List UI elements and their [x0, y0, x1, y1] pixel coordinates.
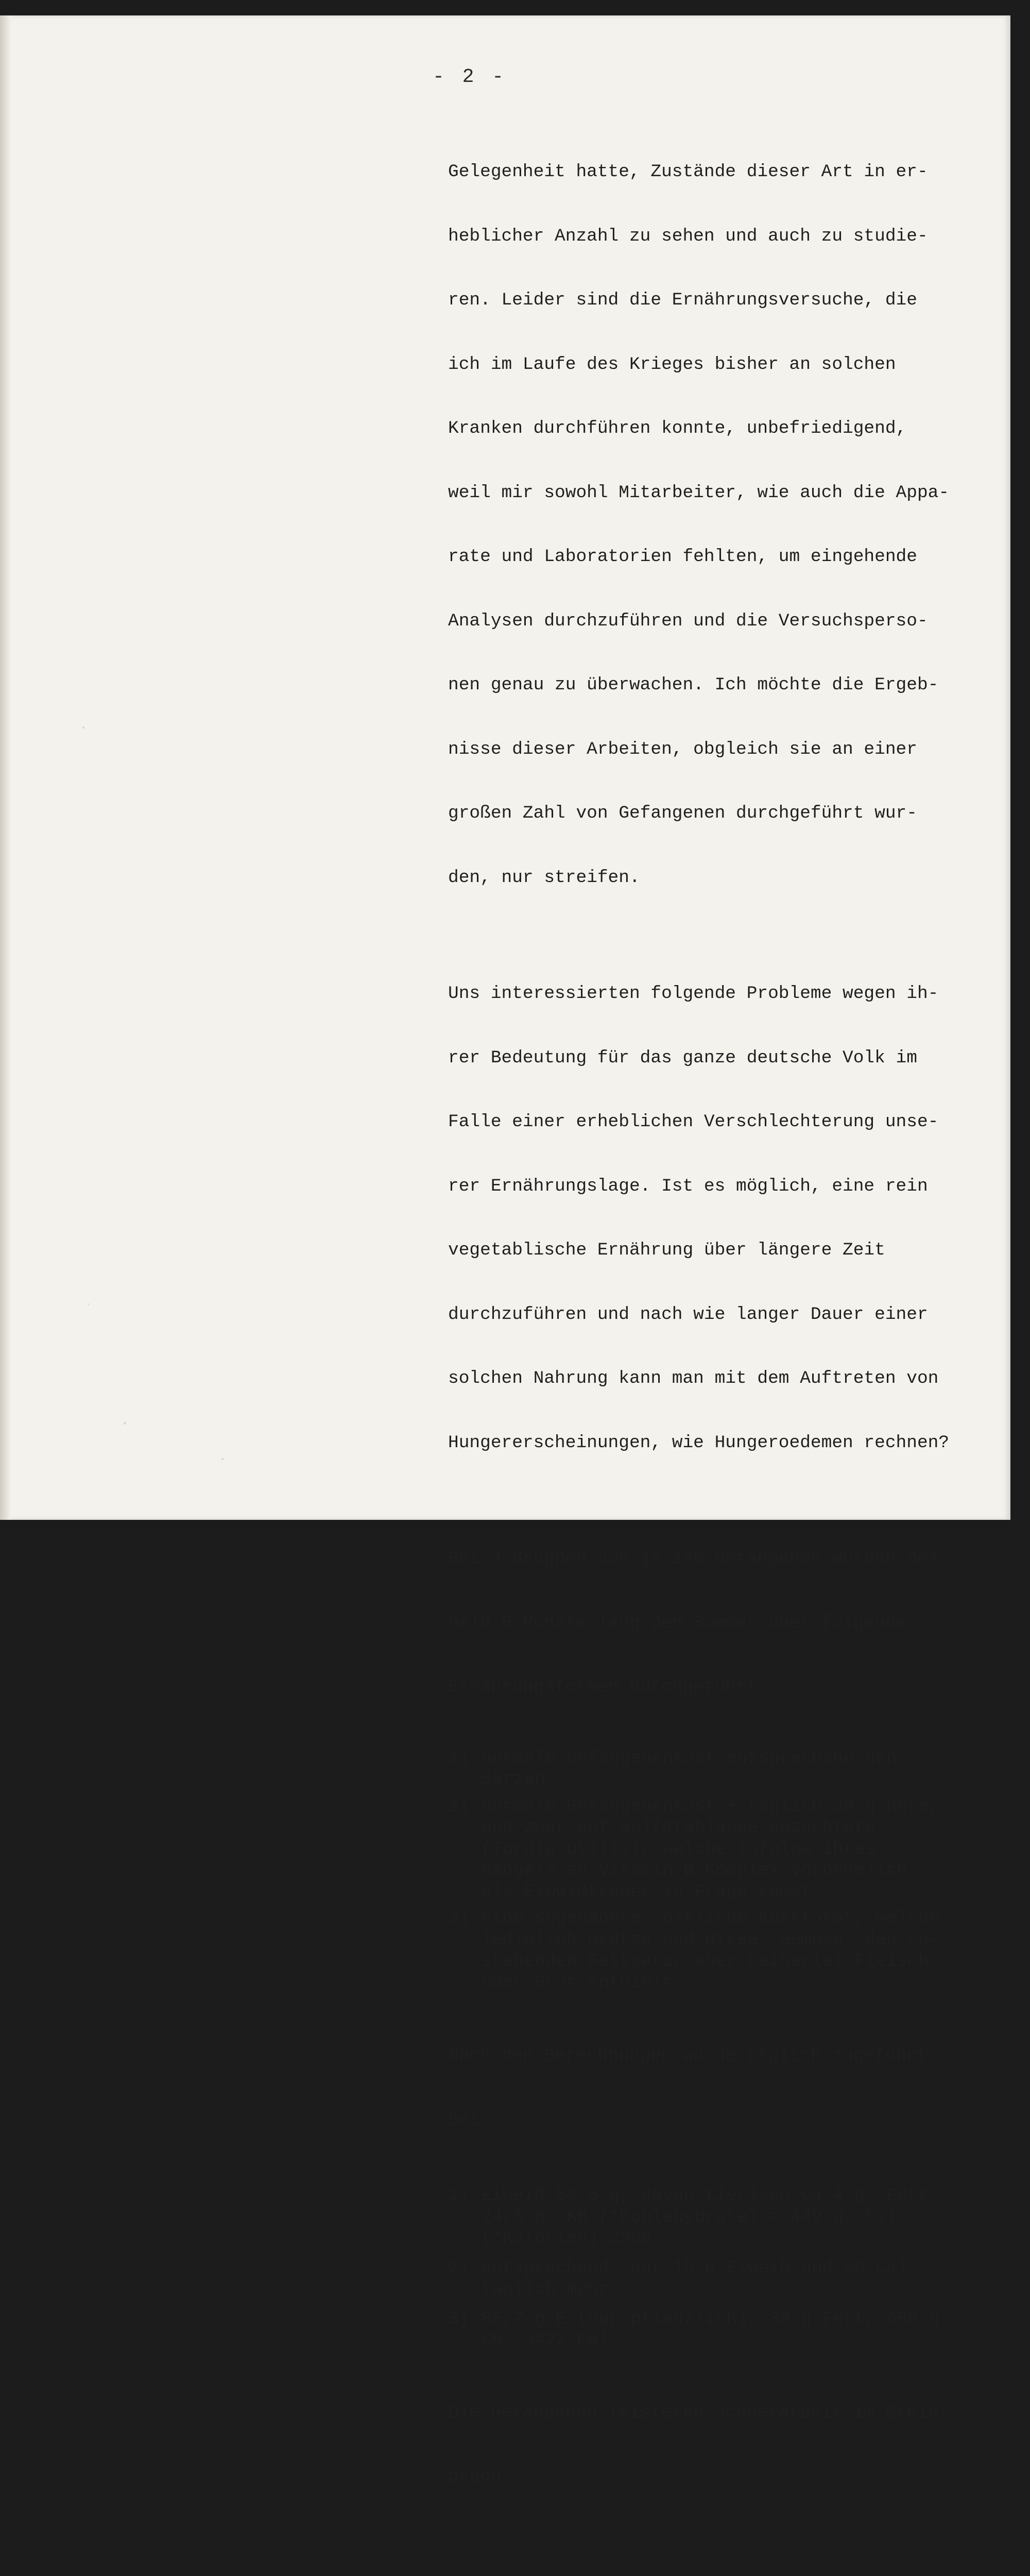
text-line: KH, 3422 Cal. [481, 2330, 939, 2351]
list-item-number: 2) [448, 1796, 481, 1903]
text-line: weil mir sowohl Mitarbeiter, wie auch die Appa- [448, 482, 994, 504]
text-line: Falle einer erheblichen Verschlechterung unse- [448, 1111, 994, 1133]
list-item-number: 1) [448, 2185, 481, 2249]
text-line: vegetablische Ernährung über längere Zeit [448, 1240, 994, 1261]
text-line: Bei 3 Gruppen von je 150 Gefangenen wurden des- [448, 1548, 994, 1570]
paragraph [448, 2540, 994, 2576]
text-line: Analysen durchzuführen und die Versuchsperso- [448, 611, 994, 632]
daily-intake-list [448, 2185, 994, 2351]
list-item-number: 1) [448, 1748, 481, 1791]
list-item [448, 1748, 994, 1791]
text-line: normale Gefangenenkost entsprechend den [481, 1748, 897, 1770]
list-item-number: 3) [448, 1908, 481, 1993]
text-line: normale Gefangenenkost + täglich 30 g Hefe, [481, 1796, 939, 1818]
text-line: Kranken durchführen konnte, unbefriedigend, [448, 418, 994, 439]
list-item-number: 2) [448, 2258, 481, 2300]
text-line: Nach den Berechnungen wurde täglich zugeführt [448, 2045, 994, 2067]
text-line: Eiweiß 50,6 g, davon tierisch ca 4 g, Fett [481, 2185, 929, 2207]
text-line: ich im Laufe des Krieges bisher an solchen [448, 354, 994, 376]
text-line: (Torula utilis), welche infolge ihres [481, 1839, 939, 1860]
text-line: stehenden Fettsatz, aber keinerlei Fleisch [481, 1951, 939, 1972]
text-line: Gelegenheit hatte, Zustände dieser Art in er- [448, 161, 994, 183]
list-item [448, 2258, 994, 2300]
text-line: großen Zahl von Gefangenen durchgeführt wur- [448, 803, 994, 824]
list-item [448, 1796, 994, 1903]
text-line: oder Brot enthielt. [481, 1972, 939, 1994]
list-item-body [481, 1908, 939, 1993]
text-line: Die Gefangenen leisteten Schwerarbeit im Stein- [448, 2402, 994, 2424]
text-line: Sätzen. [481, 1769, 897, 1791]
speck [221, 1458, 224, 1460]
text-line: den, nur streifen. [448, 867, 994, 889]
text-line: und zwar auf Sulfatablauge gezüchtete [481, 1817, 939, 1839]
text-line: (*Kalorien) 2368 [481, 2228, 929, 2249]
list-item-body [481, 1796, 939, 1903]
text-line: durchzuführen und nach wie langer Dauer einer [448, 1304, 994, 1326]
list-item-body [481, 2309, 939, 2351]
text-line: rer Ernährungslage. Ist es möglich, eine rein [448, 1176, 994, 1197]
page-number: - 2 - [433, 66, 507, 88]
paragraph [448, 118, 994, 931]
text-line: entsprechend, nur 15 g Eiweiß und 60 Cal. [481, 2258, 918, 2279]
list-item-body [481, 2258, 918, 2300]
list-item [448, 2309, 994, 2351]
text-line: 85,7 g E (nur pflanzlich), 39 g Fett, 656 g [481, 2309, 939, 2330]
text-line: ren. Leider sind die Ernährungsversuche, die [448, 290, 994, 311]
text-line: heblicher Anzahl zu sehen und auch zu studie- [448, 226, 994, 247]
list-item-body [481, 2185, 929, 2249]
text-line: rate und Laboratorien fehlten, um eingehende [448, 546, 994, 568]
text-line: Hungererscheinungen, wie Hungeroedemen rechnen? [448, 1432, 994, 1454]
text-line: als Eiweißträger in Frage kommt. [481, 1882, 939, 1903]
text-line: Uns interessierten folgende Probleme wegen ih- [448, 983, 994, 1005]
paragraph [448, 940, 994, 1496]
speck [88, 1303, 89, 1305]
text-line: solchen Nahrung kann man mit dem Auftreten von [448, 1368, 994, 1389]
list-item [448, 1908, 994, 1993]
text-line: eine sogenannte "östliche Kostform", welche [481, 1908, 939, 1929]
text-line: bruch. [448, 2466, 994, 2488]
text-line: lediglich Grütze und Hirse, Gemüse, den zu- [481, 1929, 939, 1951]
list-item [448, 2185, 994, 2249]
body-text [448, 118, 994, 2576]
text-line: 24,6 g, KH (*Kohlehydrate) = 449 g, Cal. [481, 2207, 929, 2228]
text-line: täglich mehr [481, 2279, 918, 2300]
text-line: rer Bedeutung für das ganze deutsche Volk im [448, 1047, 994, 1069]
list-item-body [481, 1748, 897, 1791]
text-line: halb 6 Monate lang den Sommer über folgende [448, 1613, 994, 1634]
text-line: Ernährungsformen durchgeführt: [448, 1676, 994, 1698]
text-line: Mangels an Vitamin-B-Komplex vornehmlich [481, 1860, 939, 1882]
page-fold-shadow [0, 15, 11, 1520]
text-line: nisse dieser Arbeiten, obgleich sie an einer [448, 739, 994, 760]
list-item-number: 3) [448, 2309, 481, 2351]
paragraph [448, 2360, 994, 2531]
diet-form-list [448, 1748, 994, 1994]
paragraph [448, 2003, 994, 2174]
speck [82, 726, 84, 728]
speck [124, 1422, 126, 1425]
text-line: nen genau zu überwachen. Ich möchte die Ergeb- [448, 674, 994, 696]
text-line: bei [448, 2110, 994, 2131]
paragraph [448, 1505, 994, 1741]
